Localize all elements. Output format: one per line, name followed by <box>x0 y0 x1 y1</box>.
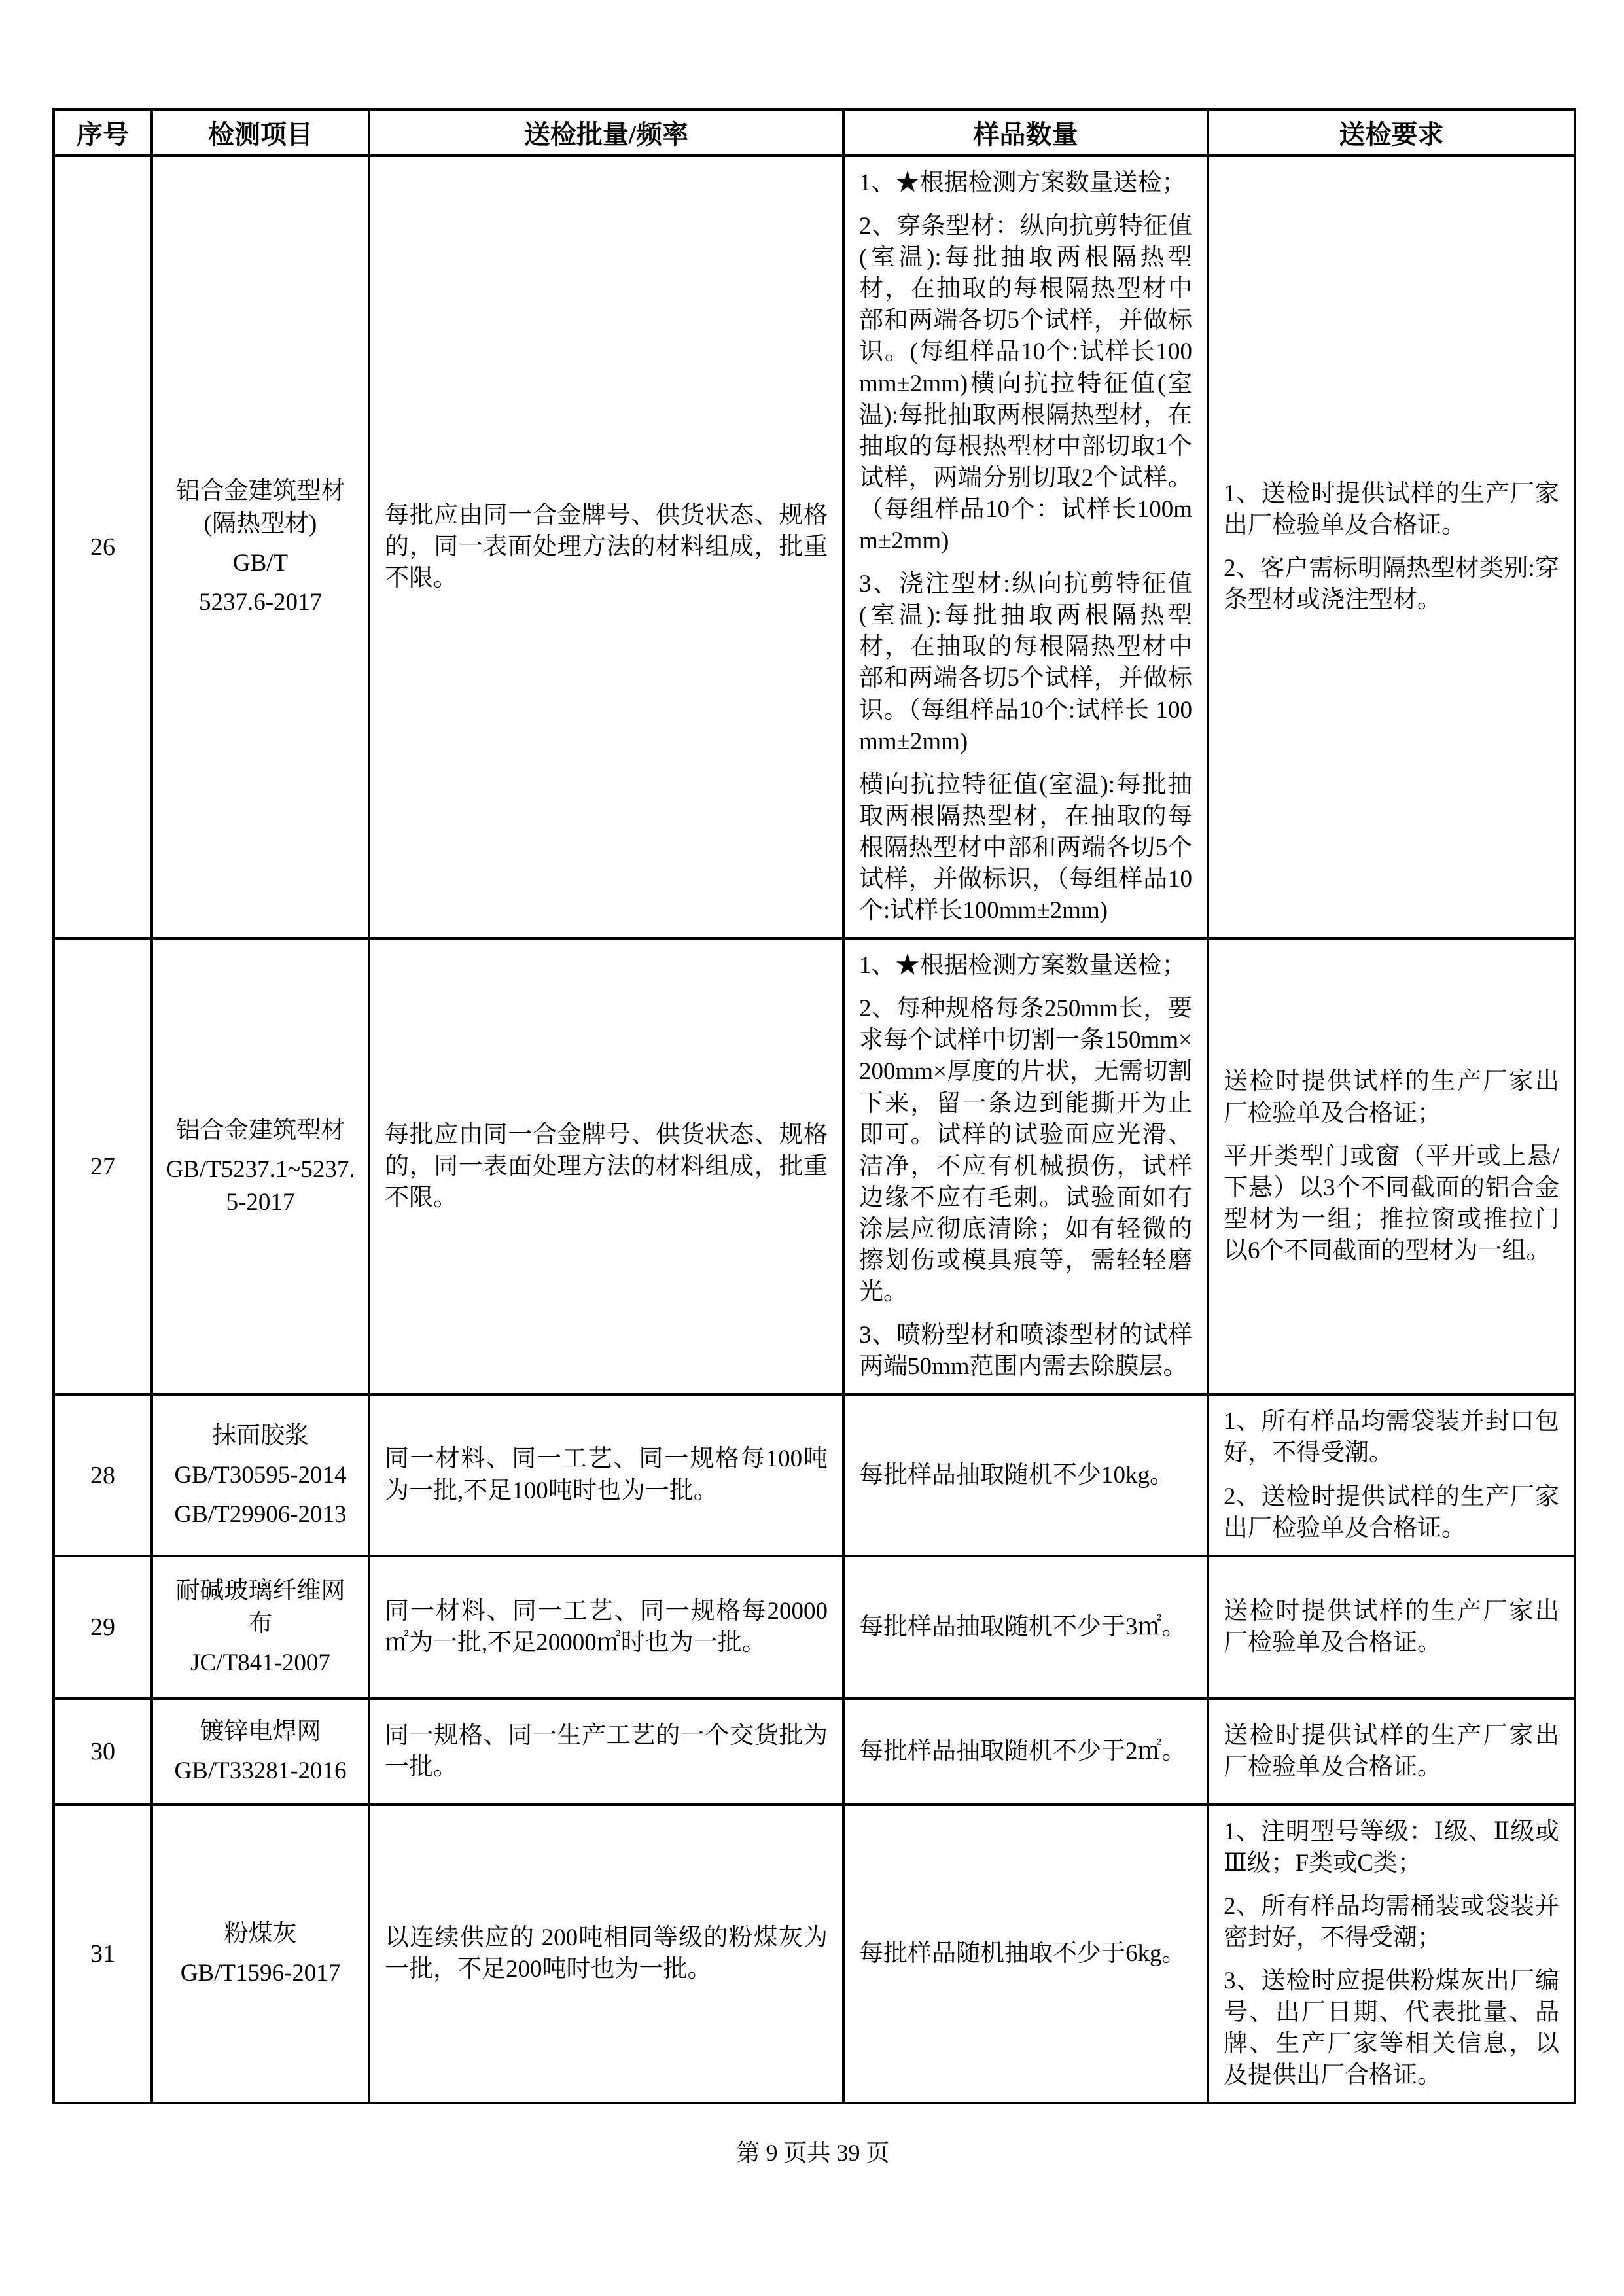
test-item-cell <box>152 1556 369 1699</box>
paragraph: 送检时提供试样的生产厂家出厂检验单及合格证。 <box>1224 1597 1559 1656</box>
paragraph: 每批应由同一合金牌号、供货状态、规格的，同一表面处理方法的材料组成，批重不限。 <box>385 501 828 592</box>
table-row <box>54 156 1575 938</box>
paragraph: 每批样品抽取随机不少于3㎡。 <box>859 1613 1186 1640</box>
submission-requirements-cell <box>1208 1805 1575 2104</box>
paragraph: 1、送检时提供试样的生产厂家出厂检验单及合格证。 <box>1224 480 1559 539</box>
paragraph: 3、送检时应提供粉煤灰出厂编号、出厂日期、代表批量、品牌、生产厂家等相关信息，以及提供出厂合格证。 <box>1224 1968 1559 2089</box>
item-line: GB/T33281-2016 <box>174 1757 347 1784</box>
sample-quantity-cell <box>843 1699 1208 1805</box>
col-header-test-item: 检测项目 <box>152 109 369 156</box>
paragraph: 1、★根据检测方案数量送检； <box>859 952 1186 980</box>
col-header-serial-number: 序号 <box>54 109 152 156</box>
row-serial-number: 30 <box>54 1699 152 1805</box>
item-line: 耐碱玻璃纤维网布 <box>175 1577 345 1637</box>
test-item-cell <box>152 1699 369 1805</box>
paragraph: 平开类型门或窗（平开或上悬/下悬）以3个不同截面的铝合金型材为一组；推拉窗或推拉门以6个不同截面的型材为一组。 <box>1224 1142 1559 1264</box>
item-line: GB/T29906-2013 <box>174 1500 347 1528</box>
paragraph: 横向抗拉特征值(室温):每批抽取两根隔热型材，在抽取的每根隔热型材中部和两端各切5个试样，并做标识，（每组样品10个:试样长100mm±2mm) <box>859 771 1192 925</box>
test-item-cell <box>152 1805 369 2104</box>
item-line: 铝合金建筑型材 <box>175 1116 345 1144</box>
row-serial-number: 26 <box>54 156 152 938</box>
inspection-table <box>52 108 1576 2104</box>
paragraph: 同一材料、同一工艺、同一规格每20000㎡为一批,不足20000㎡时也为一批。 <box>385 1597 828 1656</box>
sample-quantity-cell <box>843 156 1208 938</box>
batch-frequency-cell <box>369 1556 843 1699</box>
col-header-submission-requirements: 送检要求 <box>1208 109 1575 156</box>
item-line: JC/T841-2007 <box>190 1649 330 1676</box>
test-item-cell <box>152 1394 369 1555</box>
paragraph: 2、客户需标明隔热型材类别:穿条型材或浇注型材。 <box>1224 555 1559 614</box>
table-row <box>54 1556 1575 1699</box>
row-serial-number: 28 <box>54 1394 152 1555</box>
submission-requirements-cell <box>1208 1556 1575 1699</box>
batch-frequency-cell <box>369 938 843 1394</box>
paragraph: 同一材料、同一工艺、同一规格每100吨为一批,不足100吨时也为一批。 <box>385 1445 828 1504</box>
paragraph: 每批应由同一合金牌号、供货状态、规格的，同一表面处理方法的材料组成，批重不限。 <box>385 1121 828 1211</box>
paragraph: 1、★根据检测方案数量送检； <box>859 169 1186 196</box>
batch-frequency-cell <box>369 1805 843 2104</box>
item-line: GB/T1596-2017 <box>180 1960 341 1987</box>
item-line: 粉煤灰 <box>224 1920 297 1948</box>
header-row <box>54 109 1575 156</box>
col-header-batch-frequency: 送检批量/频率 <box>369 109 843 156</box>
paragraph: 每批样品抽取随机不少10kg。 <box>859 1461 1174 1489</box>
paragraph: 3、浇注型材:纵向抗剪特征值(室温):每批抽取两根隔热型材，在抽取的每根隔热型材中部和两端各切5个试样，并做标识。（每组样品10个:试样长 100mm±2mm) <box>859 571 1192 755</box>
paragraph: 以连续供应的 200吨相同等级的粉煤灰为一批，不足200吨时也为一批。 <box>385 1924 828 1983</box>
item-line: GB/T <box>232 550 289 577</box>
batch-frequency-cell <box>369 1699 843 1805</box>
row-serial-number: 29 <box>54 1556 152 1699</box>
page-number-footer: 第 9 页共 39 页 <box>736 2140 890 2166</box>
paragraph: 送检时提供试样的生产厂家出厂检验单及合格证。 <box>1224 1722 1559 1780</box>
paragraph: 2、送检时提供试样的生产厂家出厂检验单及合格证。 <box>1224 1483 1559 1542</box>
row-serial-number: 31 <box>54 1805 152 2104</box>
paragraph: 3、喷粉型材和喷漆型材的试样两端50mm范围内需去除膜层。 <box>859 1322 1192 1381</box>
table-row <box>54 938 1575 1394</box>
submission-requirements-cell <box>1208 156 1575 938</box>
item-line: GB/T5237.1~5237.5-2017 <box>166 1156 355 1216</box>
paragraph: 2、穿条型材：纵向抗剪特征值(室温):每批抽取两根隔热型材，在抽取的每根隔热型材中部和两端各切5个试样，并做标识。(每组样品10个:试样长100mm±2mm)横向抗拉特征值(室温):每批抽取两根隔热型材，在抽取的每根热型材中部切取1个试样，两端分别切取2个试样。（每组样品10个：试样长100mm±2mm) <box>859 213 1192 555</box>
paragraph: 每批样品抽取随机不少于2㎡。 <box>859 1737 1186 1765</box>
row-serial-number: 27 <box>54 938 152 1394</box>
submission-requirements-cell <box>1208 1699 1575 1805</box>
paragraph: 同一规格、同一生产工艺的一个交货批为一批。 <box>385 1722 828 1780</box>
item-line: 抹面胶浆 <box>212 1422 309 1449</box>
paragraph: 1、所有样品均需袋装并封口包好，不得受潮。 <box>1224 1408 1559 1467</box>
batch-frequency-cell <box>369 1394 843 1555</box>
sample-quantity-cell <box>843 938 1208 1394</box>
submission-requirements-cell <box>1208 1394 1575 1555</box>
submission-requirements-cell <box>1208 938 1575 1394</box>
batch-frequency-cell <box>369 156 843 938</box>
table-row <box>54 1699 1575 1805</box>
test-item-cell <box>152 156 369 938</box>
paragraph: 每批样品随机抽取不少于6kg。 <box>859 1939 1186 1967</box>
table-row <box>54 1805 1575 2104</box>
item-line: 铝合金建筑型材(隔热型材) <box>175 478 345 538</box>
item-line: 镀锌电焊网 <box>200 1718 321 1745</box>
item-line: 5237.6-2017 <box>198 589 323 616</box>
sample-quantity-cell <box>843 1394 1208 1555</box>
item-line: GB/T30595-2014 <box>174 1461 347 1489</box>
col-header-sample-quantity: 样品数量 <box>843 109 1208 156</box>
sample-quantity-cell <box>843 1805 1208 2104</box>
sample-quantity-cell <box>843 1556 1208 1699</box>
test-item-cell <box>152 938 369 1394</box>
table-row <box>54 1394 1575 1555</box>
paragraph: 1、注明型号等级：Ⅰ级、Ⅱ级或Ⅲ级；F类或C类； <box>1224 1818 1559 1877</box>
paragraph: 2、所有样品均需桶装或袋装并密封好，不得受潮； <box>1224 1892 1559 1951</box>
paragraph: 送检时提供试样的生产厂家出厂检验单及合格证； <box>1224 1068 1559 1127</box>
paragraph: 2、每种规格每条250mm长，要求每个试样中切割一条150mm×200mm×厚度的片状，无需切割下来，留一条边到能撕开为止即可。试样的试验面应光滑、洁净，不应有机械损伤，试样边缘不应有毛刺。试验面如有涂层应彻底清除；如有轻微的擦划伤或模具痕等，需轻轻磨光。 <box>859 995 1192 1306</box>
